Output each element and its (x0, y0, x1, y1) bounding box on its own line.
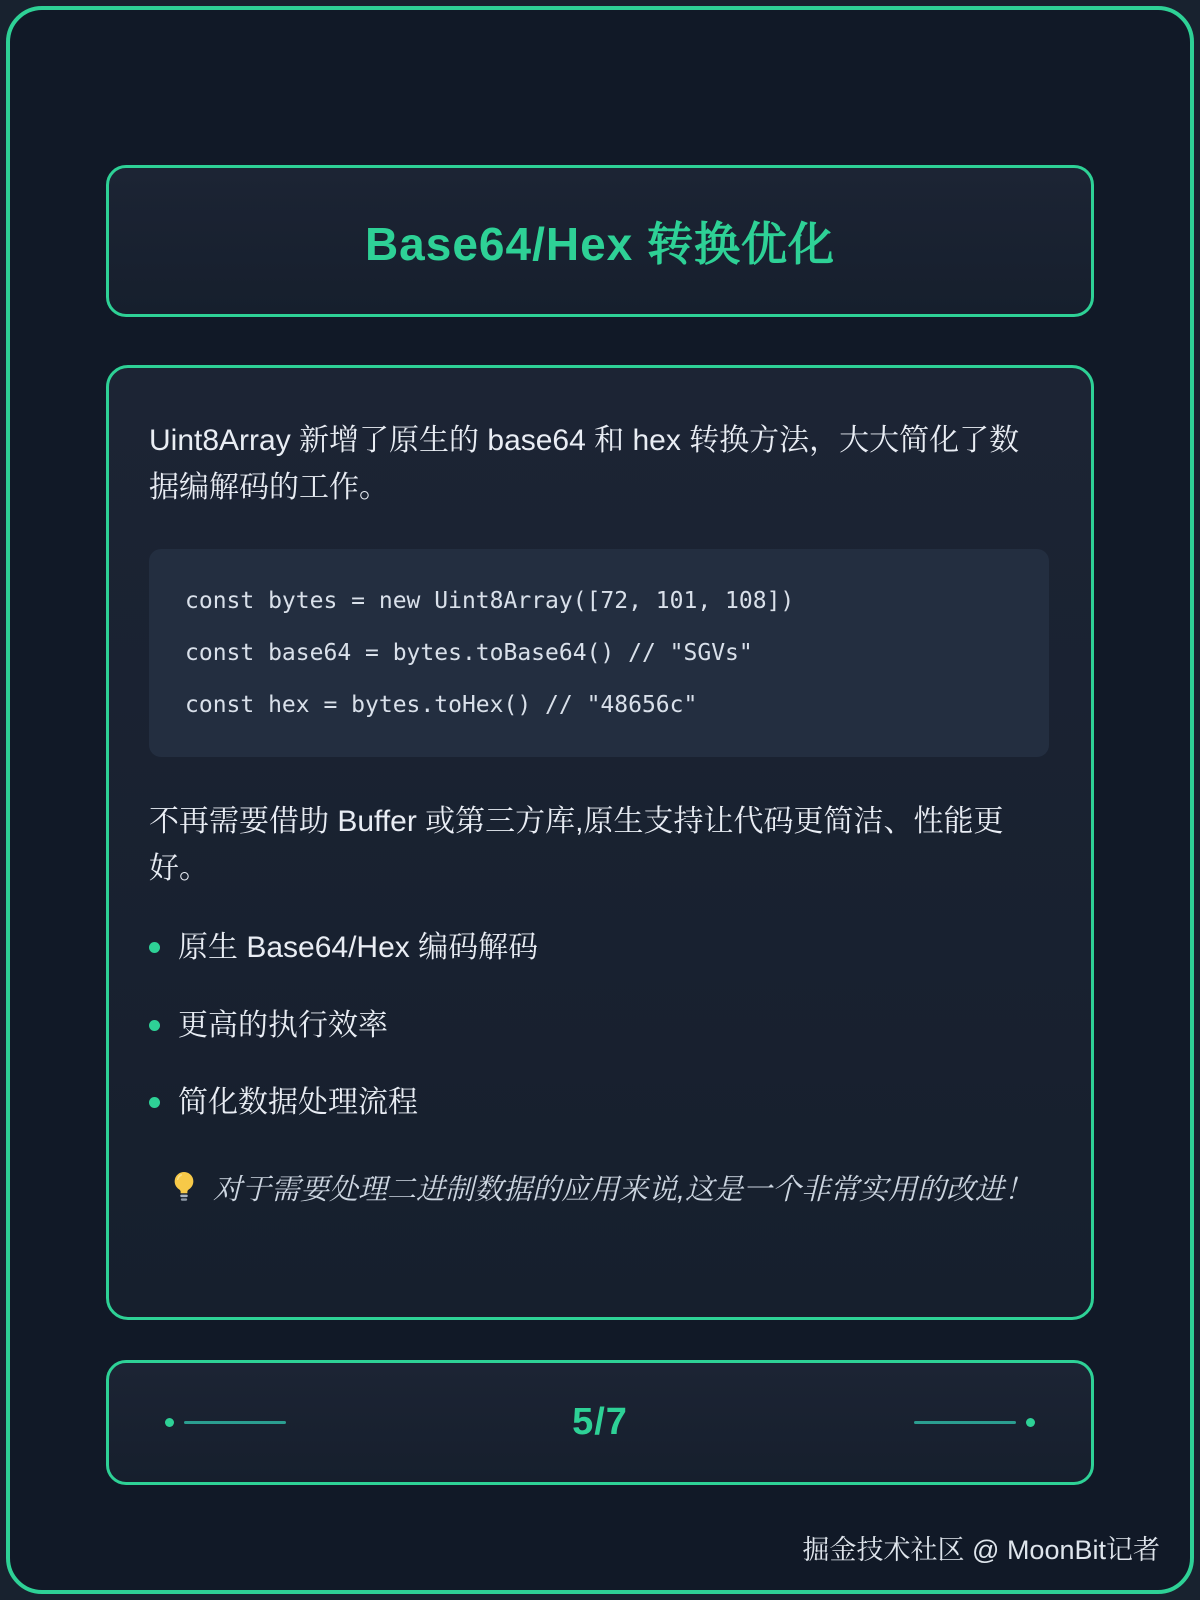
header-card (106, 165, 1094, 317)
left-decor (165, 1418, 286, 1427)
benefit-list (149, 926, 1049, 1125)
list-item (149, 1004, 1049, 1048)
watermark: 掘金技术社区 @ MoonBit记者 (802, 1535, 1160, 1565)
bullet-dot-icon (149, 1097, 160, 1108)
list-item-text: 更高的执行效率 (178, 1008, 388, 1042)
bullet-dot-icon (149, 942, 160, 953)
page-title: Base64/Hex 转换优化 (364, 218, 836, 270)
list-item (149, 926, 1049, 970)
line-decor (914, 1421, 1016, 1424)
code-line: const base64 = bytes.toBase64() // "SGVs" (185, 640, 753, 666)
list-item-text: 简化数据处理流程 (178, 1086, 418, 1119)
page-indicator: 5/7 (572, 1401, 628, 1443)
list-item (149, 1081, 1049, 1125)
dot-icon (165, 1418, 174, 1427)
dot-icon (1026, 1418, 1035, 1427)
code-block (149, 549, 1049, 757)
intro-paragraph: Uint8Array 新增了原生的 base64 和 hex 转换方法，大大简化了数据编解码的工作。 (149, 424, 1020, 504)
code-line: const hex = bytes.toHex() // "48656c" (185, 692, 698, 718)
lightbulb-icon (171, 1171, 197, 1203)
tip-note (149, 1167, 1049, 1208)
content-card (106, 365, 1094, 1320)
line-decor (184, 1421, 286, 1424)
right-decor (914, 1418, 1035, 1427)
code-line: const bytes = new Uint8Array([72, 101, 108]) (185, 588, 795, 614)
benefit-paragraph: 不再需要借助 Buffer 或第三方库,原生支持让代码更简洁、性能更好。 (149, 805, 1004, 885)
list-item-text: 原生 Base64/Hex 编码解码 (178, 931, 539, 964)
bullet-dot-icon (149, 1020, 160, 1031)
tip-text: 对于需要处理二进制数据的应用来说,这是一个非常实用的改进！ (213, 1173, 1034, 1206)
pagination-bar (106, 1360, 1094, 1485)
